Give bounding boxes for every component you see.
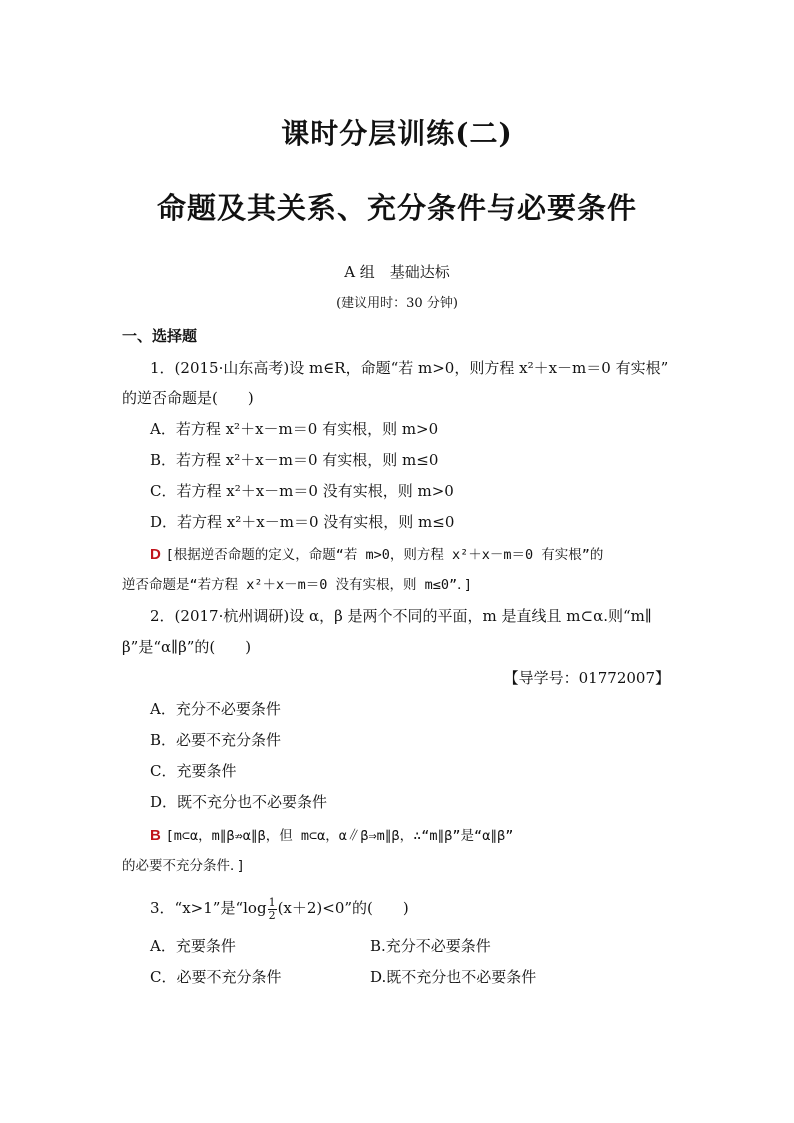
q2-stem-line1: 2．(2017·杭州调研)设 α，β 是两个不同的平面，m 是直线且 m⊂α.则“m∥ bbox=[150, 607, 652, 625]
section-heading: 一、选择题 bbox=[122, 327, 198, 345]
group-label: A 组 基础达标 bbox=[344, 263, 450, 281]
q3-option-b: B.充分不必要条件 bbox=[370, 937, 491, 955]
q2-option-d: D．既不充分也不必要条件 bbox=[150, 793, 328, 811]
page-title: 课时分层训练(二) bbox=[281, 117, 513, 150]
q2-option-a: A．充分不必要条件 bbox=[150, 700, 281, 718]
q1-option-b: B．若方程 x²＋x－m＝0 有实根，则 m≤0 bbox=[150, 451, 439, 469]
q1-option-a: A．若方程 x²＋x－m＝0 有实根，则 m>0 bbox=[150, 420, 439, 438]
page-subtitle: 命题及其关系、充分条件与必要条件 bbox=[156, 191, 637, 225]
q1-option-d: D．若方程 x²＋x－m＝0 没有实根，则 m≤0 bbox=[150, 513, 455, 531]
q3-stem-prefix: 3．“x>1”是“log bbox=[150, 899, 267, 917]
q3-stem bbox=[150, 894, 409, 922]
q2-answer-line bbox=[150, 825, 513, 846]
q1-option-c: C．若方程 x²＋x－m＝0 没有实根，则 m>0 bbox=[150, 482, 454, 500]
q2-stem-line2: β”是“α∥β”的( ) bbox=[122, 638, 252, 656]
q2-option-b: B．必要不充分条件 bbox=[150, 731, 282, 749]
q2-explanation-2: 的必要不充分条件．] bbox=[122, 858, 245, 874]
q3-stem-suffix: (x＋2)<0”的( ) bbox=[277, 899, 409, 917]
q1-answer: D bbox=[150, 546, 161, 563]
q3-frac-numerator: 1 bbox=[268, 895, 276, 909]
q3-log-base-fraction bbox=[268, 897, 277, 922]
q1-answer-line bbox=[150, 544, 603, 565]
q2-explanation-1: [m⊂α，m∥β⇏α∥β，但 m⊂α，α∥β⇒m∥β，∴“m∥β”是“α∥β” bbox=[165, 828, 514, 844]
guide-number: 【导学号：01772007】 bbox=[503, 669, 670, 687]
q1-explanation-2: 逆否命题是“若方程 x²＋x－m＝0 没有实根，则 m≤0”．] bbox=[122, 577, 473, 593]
q3-option-c: C．必要不充分条件 bbox=[150, 968, 282, 986]
q1-stem-line1: 1．(2015·山东高考)设 m∈R，命题“若 m>0，则方程 x²＋x－m＝0 有实根” bbox=[150, 359, 669, 377]
q3-option-d: D.既不充分也不必要条件 bbox=[370, 968, 537, 986]
q3-option-a: A．充要条件 bbox=[150, 937, 236, 955]
q2-answer: B bbox=[150, 827, 161, 844]
q2-option-c: C．充要条件 bbox=[150, 762, 237, 780]
q3-frac-denominator: 2 bbox=[268, 908, 276, 922]
q1-explanation-1: [根据逆否命题的定义，命题“若 m>0，则方程 x²＋x－m＝0 有实根”的 bbox=[165, 547, 604, 563]
time-note: (建议用时：30 分钟) bbox=[336, 296, 458, 311]
q1-stem-line2: 的逆否命题是( ) bbox=[122, 389, 254, 407]
